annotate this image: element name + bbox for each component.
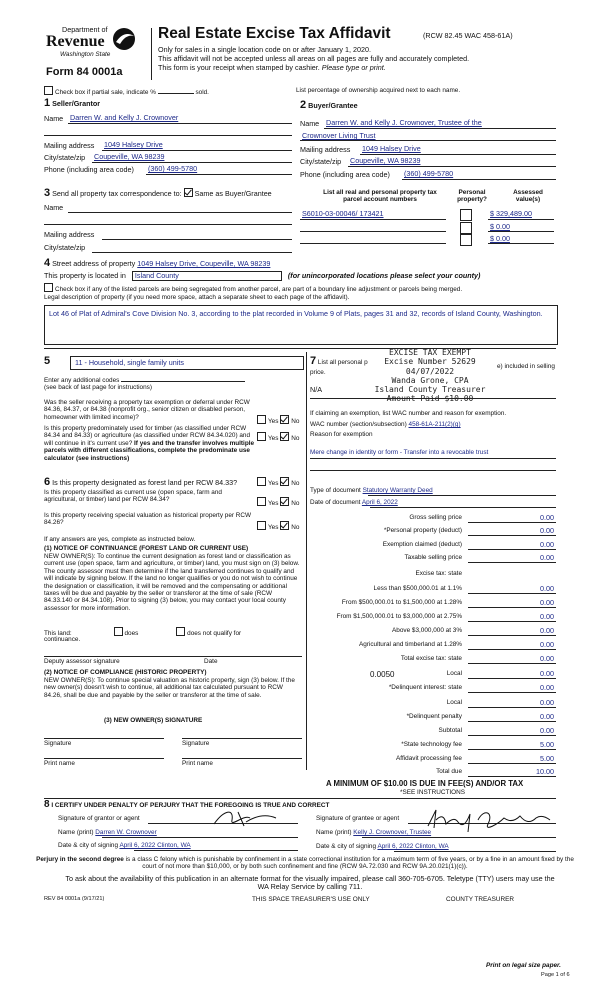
personal-property-checkbox-3[interactable] bbox=[460, 234, 472, 246]
current-use-no[interactable] bbox=[280, 497, 289, 506]
street-address-row: 4 Street address of property 1049 Halsey Drive, Coupeville, WA 98239 bbox=[44, 257, 271, 269]
timber-question: Is this property predominately used for timber (as classified under RCW 84.34 and 84.33) or agriculture (as classified under RCW 84.34.020) and will continue in it's current use? If yes and the transfer involves multiple parcels with different classifications, complete the predominate use calculator (see instructions) bbox=[44, 425, 255, 462]
seller-phone[interactable]: (360) 499-5780 bbox=[148, 164, 198, 173]
street-address[interactable]: 1049 Halsey Drive, Coupeville, WA 98239 bbox=[137, 259, 271, 268]
seller-address[interactable]: 1049 Halsey Drive bbox=[104, 140, 163, 149]
segregation-checkbox[interactable] bbox=[44, 283, 53, 292]
perjury-notice: Perjury in the second degree is a class C felony which is punishable by confinement in a state correctional institution for a maximum term of five years, or by a fine in an amount fixed by the court of not more than $10,000, or by both such confinement and fine (RCW 9A.72.030 and RCW 9A.20.021(1)(c)). bbox=[36, 856, 574, 871]
buyer-section: 2 Buyer/Grantee Name Darren W. and Kelly J. Crownover, Trustee of the Crownover Living Trust Mailing address 1049 Halsey Drive City/state/zip Coupeville, WA 98239 Phone (including area code) (360) 499-5780 bbox=[300, 101, 556, 187]
notice-compliance-title: (2) NOTICE OF COMPLIANCE (HISTORIC PROPERTY) bbox=[44, 669, 207, 676]
document-date-row: Date of document April 6, 2022 bbox=[310, 499, 398, 506]
buyer-city[interactable]: Coupeville, WA 98239 bbox=[350, 156, 421, 165]
does-not-qualify-checkbox[interactable] bbox=[176, 627, 185, 636]
historic-answer: Yes No bbox=[257, 521, 299, 531]
historic-question: Is this property receiving special valuation as historical property per RCW 84.26? bbox=[44, 512, 252, 527]
forest-land-answer: Yes No bbox=[257, 477, 299, 487]
taxable-selling-price[interactable]: 0.00 bbox=[540, 553, 554, 562]
new-owner-signature-title: (3) NEW OWNER(S) SIGNATURE bbox=[104, 717, 203, 724]
document-date[interactable]: April 6, 2022 bbox=[361, 499, 398, 506]
seller-city[interactable]: Coupeville, WA 98239 bbox=[94, 152, 165, 161]
personal-property-checkbox-1[interactable] bbox=[460, 209, 472, 221]
page-title: Real Estate Excise Tax Affidavit bbox=[158, 25, 391, 42]
page-number: Page 1 of 6 bbox=[541, 972, 570, 978]
forest-yes[interactable] bbox=[257, 477, 266, 486]
grantee-signature[interactable] bbox=[424, 806, 554, 834]
deputy-date-label: Date bbox=[204, 658, 218, 665]
total-due[interactable]: 10.00 bbox=[536, 767, 554, 776]
form-number: Form 84 0001a bbox=[46, 66, 123, 78]
exemption-claim-label: If claiming an exemption, list WAC number and reason for exemption. bbox=[310, 410, 507, 417]
state-technology-fee[interactable]: 5.00 bbox=[540, 740, 554, 749]
delinquent-interest-local[interactable]: 0.00 bbox=[540, 698, 554, 707]
local-rate: 0.0050 bbox=[370, 670, 395, 679]
county-treasurer-label: COUNTY TREASURER bbox=[446, 896, 514, 903]
gross-selling-price[interactable]: 0.00 bbox=[540, 513, 554, 522]
accessibility-notice: To ask about the availability of this publication in an alternate format for the visually impaired, please call 360-705-6705. Teletype (TTY) users may use the WA Relay Service by calling 711. bbox=[65, 874, 555, 892]
seller-exemption-yes[interactable] bbox=[257, 415, 266, 424]
partial-sale-checkbox[interactable] bbox=[44, 86, 53, 95]
tax-tier-1[interactable]: 0.00 bbox=[540, 584, 554, 593]
exemption-claimed[interactable]: 0.00 bbox=[540, 540, 554, 549]
notice-compliance-body: NEW OWNER(S): To continue special valuation as historic property, sign (3) below. If the new owner(s) doesn't wish to continue, all additional tax calculated pursuant to RCW 84.26, shall be due and payable by the seller or transferor at the time of sale. bbox=[44, 677, 295, 699]
historic-yes[interactable] bbox=[257, 521, 266, 530]
exemption-reason[interactable]: Mere change in identity or form - Transfer into a revocable trust bbox=[310, 449, 489, 456]
grantor-signature[interactable] bbox=[210, 806, 280, 830]
timber-answer: Yes No bbox=[257, 432, 299, 442]
personal-property-na: N/A bbox=[310, 385, 322, 394]
delinquent-interest-state[interactable]: 0.00 bbox=[540, 683, 554, 692]
wac-number[interactable]: 458-61A-211(2)(g) bbox=[408, 421, 461, 428]
grantee-name[interactable]: Kelly J. Crownover, Trustee bbox=[353, 829, 432, 836]
partial-sale-row: Check box if partial sale, indicate % sold. bbox=[44, 86, 209, 96]
buyer-address[interactable]: 1049 Halsey Drive bbox=[362, 144, 421, 153]
ag-timber-tax[interactable]: 0.00 bbox=[540, 640, 554, 649]
subtitle-3: This form is your receipt when stamped by cashier. Please type or print. bbox=[158, 63, 386, 72]
dor-swirl-icon bbox=[110, 26, 138, 52]
buyer-phone[interactable]: (360) 499-5780 bbox=[404, 169, 454, 178]
does-qualify-checkbox[interactable] bbox=[114, 627, 123, 636]
forest-land-question: 6 Is this property designated as forest land per RCW 84.33? bbox=[44, 476, 238, 488]
see-instructions: *SEE INSTRUCTIONS bbox=[400, 789, 465, 796]
ownership-note: List percentage of ownership acquired next to each name. bbox=[296, 87, 461, 94]
personal-property-checkbox-2[interactable] bbox=[460, 222, 472, 234]
certify-statement: 8 I CERTIFY UNDER PENALTY OF PERJURY THAT THE FOREGOING IS TRUE AND CORRECT bbox=[44, 799, 330, 810]
land-use-select[interactable] bbox=[70, 356, 304, 370]
legal-description: Lot 46 of Plat of Admiral's Cove Division No. 3, according to the plat recorded in Volume 9 of Plats, pages 31 and 32, records of Island County, Washington. bbox=[49, 309, 543, 318]
deputy-signature-label: Deputy assessor signature bbox=[44, 658, 120, 665]
revenue-text: Revenue bbox=[46, 33, 105, 50]
parcel-number-1[interactable]: S6010-03-00046/ 173421 bbox=[302, 209, 384, 218]
land-use-value: 11 - Household, single family units bbox=[75, 358, 184, 367]
same-as-buyer-checkbox[interactable] bbox=[184, 188, 193, 197]
buyer-name-line1[interactable]: Darren W. and Kelly J. Crownover, Trustee of the bbox=[326, 118, 482, 127]
county-select[interactable] bbox=[132, 271, 282, 281]
total-state-tax[interactable]: 0.00 bbox=[540, 654, 554, 663]
if-any-yes: If any answers are yes, complete as instructed below. bbox=[44, 536, 196, 543]
grantee-date-city[interactable]: April 6, 2022 Clinton, WA bbox=[377, 843, 449, 850]
tax-tier-2[interactable]: 0.00 bbox=[540, 598, 554, 607]
document-type[interactable]: Statutory Warranty Deed bbox=[362, 487, 433, 494]
seller-exemption-answer: Yes No bbox=[257, 415, 299, 425]
dept-text: Department of bbox=[62, 25, 108, 34]
seller-exemption-question: Was the seller receiving a property tax exemption or deferral under RCW 84.36, 84.37, or 84.38 (nonprofit org., senior citizen or disabled person, homeowner with limited income)? bbox=[44, 399, 250, 421]
assessed-value-2[interactable]: $ 0.00 bbox=[490, 222, 510, 231]
current-use-question: Is this property classified as current use (open space, farm and agricultural, or timber) land per RCW 84.34? bbox=[44, 489, 222, 504]
state-text: Washington State bbox=[60, 51, 111, 58]
revision-label: REV 84 0001a (9/17/21) bbox=[44, 896, 105, 902]
notice-continuance-title: (1) NOTICE OF CONTINUANCE (FOREST LAND OR CURRENT USE) bbox=[44, 545, 249, 552]
parcel-table: List all real and personal property tax parcel account numbers Personal property? Assessed value(s) S6010-03-00046/ 173421 $ 329,489.00 $ 0.00 $ 0.00 bbox=[300, 189, 556, 253]
assessed-value-1[interactable]: $ 329,489.00 bbox=[490, 209, 532, 218]
legal-description-label: Legal description of property (if you need more space, attach a separate sheet to each page of the affidavit). bbox=[44, 294, 350, 301]
tax-tier-3[interactable]: 0.00 bbox=[540, 612, 554, 621]
grantor-date-city[interactable]: April 6, 2022 Clinton, WA bbox=[119, 842, 191, 849]
location-row: This property is located in Island County (for unincorporated locations please select your county) bbox=[44, 271, 481, 280]
timber-yes[interactable] bbox=[257, 432, 266, 441]
excise-exempt-stamp: EXCISE TAX EXEMPT Excise Number 52629 04/07/2022 Wanda Grone, CPA Island County Treasurer Amount Paid $10.00 bbox=[374, 348, 486, 404]
seller-name[interactable]: Darren W. and Kelly J. Crownover bbox=[70, 113, 179, 122]
current-use-answer: Yes No bbox=[257, 497, 299, 507]
minimum-due: A MINIMUM OF $10.00 IS DUE IN FEE(S) AND/OR TAX bbox=[326, 779, 524, 788]
personal-property-deduct[interactable]: 0.00 bbox=[540, 526, 554, 535]
forest-no[interactable] bbox=[280, 477, 289, 486]
seller-section: 1 Seller/Grantor Name Darren W. and Kelly J. Crownover Mailing address 1049 Halsey Drive City/state/zip Coupeville, WA 98239 Phone (including area code) (360) 499-5780 bbox=[44, 99, 292, 179]
subtitle-1: Only for sales in a single location code on or after January 1, 2020. bbox=[158, 45, 371, 54]
sec7-personal-property: 7 List all personal p bbox=[310, 355, 368, 367]
subtotal[interactable]: 0.00 bbox=[540, 726, 554, 735]
segregation-row: Check box if any of the listed parcels are being segregated from another parcel, are part of a boundary line adjustment or parcels being merged. bbox=[44, 283, 564, 293]
treasurer-use-label: THIS SPACE TREASURER'S USE ONLY bbox=[252, 896, 370, 903]
delinquent-penalty[interactable]: 0.00 bbox=[540, 712, 554, 721]
subtitle-2: This affidavit will not be accepted unless all areas on all pages are fully and accurately completed. bbox=[158, 54, 470, 63]
county-value: Island County bbox=[134, 271, 179, 280]
tax-tier-4[interactable]: 0.00 bbox=[540, 626, 554, 635]
rcw-ref: (RCW 82.45 WAC 458-61A) bbox=[423, 31, 513, 40]
local-tax[interactable]: 0.00 bbox=[540, 669, 554, 678]
wac-row: WAC number (section/subsection) 458-61A-211(2)(g) bbox=[310, 421, 461, 428]
buyer-name-line2[interactable]: Crownover Living Trust bbox=[302, 131, 376, 140]
land-qualify-row: This land: does does not qualify for bbox=[44, 627, 241, 637]
grantor-name[interactable]: Darren W. Crownover bbox=[95, 829, 157, 836]
document-type-row: Type of document Statutory Warranty Deed bbox=[310, 487, 433, 494]
affidavit-processing-fee[interactable]: 5.00 bbox=[540, 754, 554, 763]
legal-description-box[interactable] bbox=[44, 305, 558, 345]
seller-exemption-no[interactable] bbox=[280, 415, 289, 424]
current-use-yes[interactable] bbox=[257, 497, 266, 506]
additional-codes-label: Enter any additional codes (see back of last page for instructions) bbox=[44, 377, 245, 392]
correspondence-section: 3 Send all property tax correspondence to: Same as Buyer/Grantee Name Mailing address City/state/zip bbox=[44, 188, 292, 254]
assessed-value-3[interactable]: $ 0.00 bbox=[490, 234, 510, 243]
paper-size-note: Print on legal size paper. bbox=[486, 962, 561, 969]
notice-continuance-body: NEW OWNER(S): To continue the current designation as forest land or classification as current use (open space, farm and agriculture, or timber) land, you must sign on (3) below. The county assessor must then determine if the land transferred continues to qualify and will indicate by signing below. If the land no longer qualifies or you do not wish to continue the designation or classification, it will be removed and the compensating or additional taxes will be due and payable by the seller or transferor at the time of sale (RCW 84.33.140 or 84.34.108). Prior to signing (3) below, you may contact your local county assessor for more information. bbox=[44, 553, 300, 612]
timber-no[interactable] bbox=[280, 432, 289, 441]
